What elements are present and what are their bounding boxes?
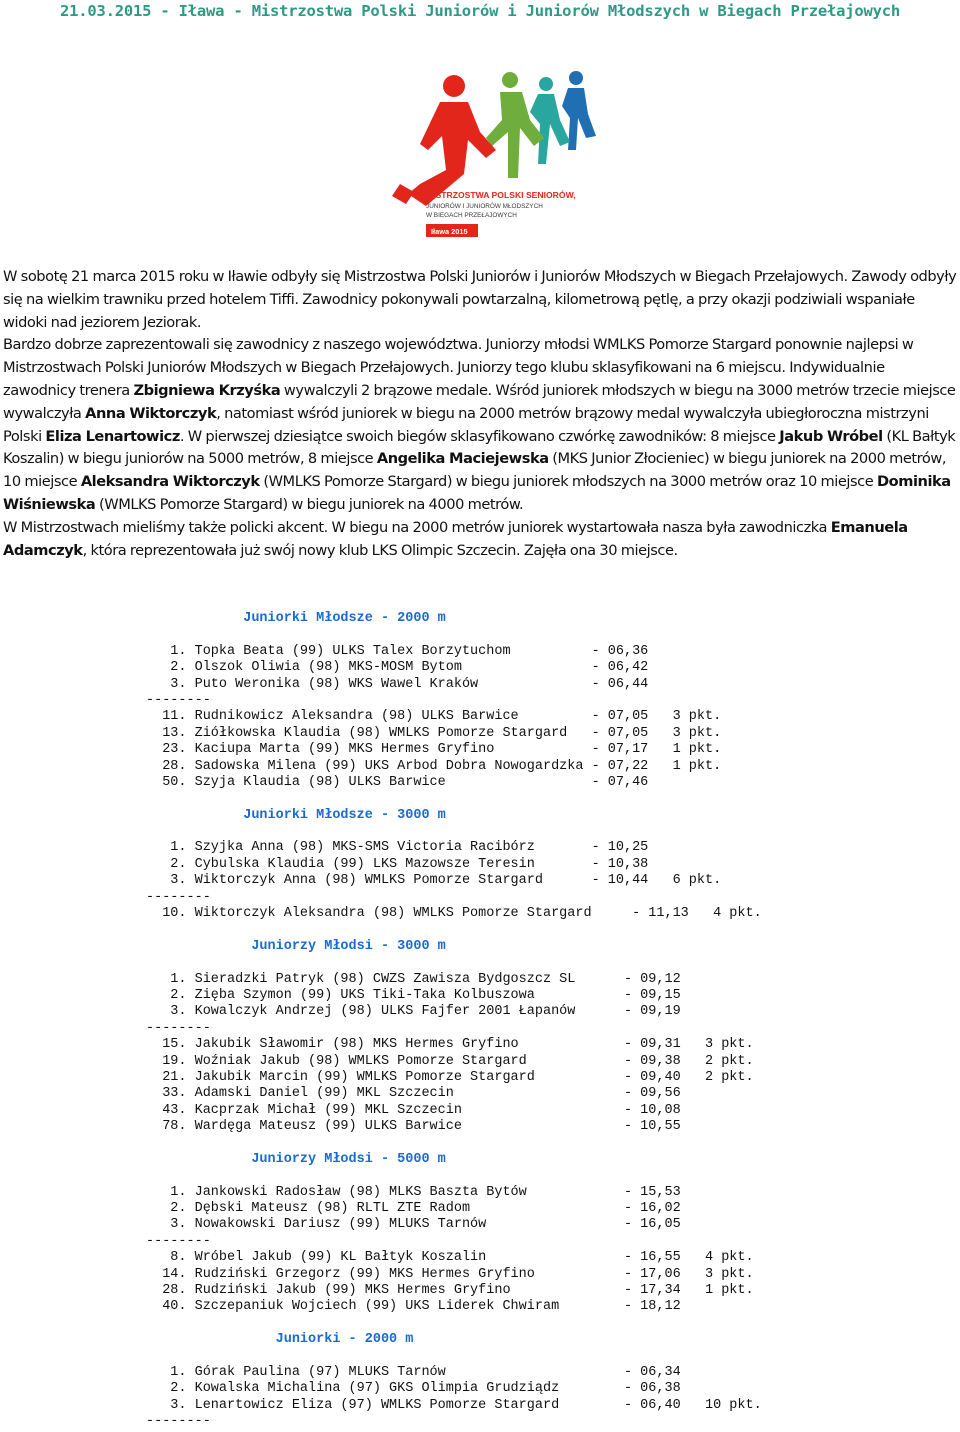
section-spacer — [146, 1316, 946, 1332]
results-separator: -------- — [146, 1233, 211, 1249]
results-row: 2. Cybulska Klaudia (99) LKS Mazowsze Teresin - 10,38 — [146, 856, 649, 872]
logo-line-3: W BIEGACH PRZEŁAJOWYCH — [426, 212, 517, 219]
text-run: wywalczyli 2 brązowe medale. Wśród juniorek młodszych w biegu na 3000 metrów trzecie miejsce wywalczyła — [3, 381, 956, 422]
section-spacer — [146, 955, 946, 971]
results-row: 78. Wardęga Mateusz (99) ULKS Barwice - 10,55 — [146, 1119, 681, 1135]
logo-line-1: MISTRZOSTWA POLSKI SENIORÓW, — [426, 190, 576, 200]
results-row: 3. Wiktorczyk Anna (98) WMLKS Pomorze Stargard - 10,44 6 pkt. — [146, 873, 722, 889]
results-row: 19. Woźniak Jakub (98) WMLKS Pomorze Stargard - 09,38 2 pkt. — [146, 1053, 754, 1069]
text-run: (MKS Junior Złocieniec) w biegu juniorek na 2000 metrów, 10 miejsce — [3, 450, 947, 491]
results-row: 8. Wróbel Jakub (99) KL Bałtyk Koszalin - 16,55 4 pkt. — [146, 1250, 754, 1266]
text-run: W sobotę 21 marca 2015 roku w Iławie odbyły się Mistrzostwa Polski Juniorów i Juniorów Młodszych w Biegach Przełajowych. Zawody odbyły się na wielkim trawniku przed hotelem Tiffi. Zawodnicy pokonywali powtarzalną, kilometrową pętlę, a przy okazji podziwiali wspaniałe widoki nad jeziorem Jeziorak. — [3, 268, 957, 331]
results-separator: -------- — [146, 1414, 211, 1430]
results-row: 1. Szyjka Anna (98) MKS-SMS Victoria Racibórz - 10,25 — [146, 840, 649, 856]
text-run: Bardzo dobrze zaprezentowali się zawodnicy z naszego województwa. Juniorzy młodsi WMLKS Pomorze Stargard ponownie najlepsi w Mistrzostwach Polski Juniorów Młodszych w Biegach Przełajowych. Juniorzy tego klubu sklasyfikowani na 6 miejscu. Indywidualnie zawodnicy trenera — [3, 336, 914, 399]
results-row: 13. Ziółkowska Klaudia (98) WMLKS Pomorze Stargard - 07,05 3 pkt. — [146, 725, 722, 741]
results-row: 21. Jakubik Marcin (99) WMLKS Pomorze Stargard - 09,40 2 pkt. — [146, 1069, 754, 1085]
results-row: 1. Jankowski Radosław (98) MLKS Baszta Bytów - 15,53 — [146, 1184, 681, 1200]
section-spacer — [146, 922, 946, 938]
championship-logo — [370, 66, 618, 246]
athlete-name: Emanuela Adamczyk — [3, 518, 908, 559]
text-run: W Mistrzostwach mieliśmy także policki akcent. W biegu na 2000 metrów juniorek wystartowała nasza była zawodniczka — [3, 518, 831, 536]
article-paragraph-police — [3, 517, 960, 563]
results-separator: -------- — [146, 692, 211, 708]
logo-line-2: JUNIORÓW I JUNIORÓW MŁODSZYCH — [426, 203, 543, 210]
results-row: 15. Jakubik Sławomir (98) MKS Hermes Gryfino - 09,31 3 pkt. — [146, 1037, 754, 1053]
article-paragraph-intro — [3, 266, 960, 334]
results-row: 10. Wiktorczyk Aleksandra (98) WMLKS Pomorze Stargard - 11,13 4 pkt. — [146, 906, 762, 922]
results-row: 2. Dębski Mateusz (98) RLTL ZTE Radom - 16,02 — [146, 1201, 681, 1217]
page-title: 21.03.2015 - Iława - Mistrzostwa Polski Juniorów i Juniorów Młodszych w Biegach Przełajowych — [59, 2, 901, 20]
text-run: . W pierwszej dziesiątce swoich biegów sklasyfikowano czwórkę zawodników: 8 miejsce — [179, 427, 780, 445]
text-run: (WMLKS Pomorze Stargard) w biegu juniorek młodszych na 3000 metrów oraz 10 miejsce — [259, 473, 877, 491]
results-section-title: Juniorki - 2000 m — [146, 1332, 414, 1348]
article-paragraph-results — [3, 334, 960, 516]
results-row: 40. Szczepaniuk Wojciech (99) UKS Liderek Chwiram - 18,12 — [146, 1299, 681, 1315]
text-run: , która reprezentowała już swój nowy klub LKS Olimpic Szczecin. Zajęła ona 30 miejsce. — [82, 541, 678, 559]
results-list — [146, 611, 946, 1431]
results-row: 3. Kowalczyk Andrzej (98) ULKS Fajfer 2001 Łapanów - 09,19 — [146, 1004, 681, 1020]
section-spacer — [146, 824, 946, 840]
results-row: 28. Sadowska Milena (99) UKS Arbod Dobra Nowogardzka - 07,22 1 pkt. — [146, 758, 722, 774]
results-row: 33. Adamski Daniel (99) MKL Szczecin - 09,56 — [146, 1086, 681, 1102]
athlete-name: Anna Wiktorczyk — [85, 404, 217, 422]
logo-badge-text: Iława 2015 — [431, 227, 468, 236]
athlete-name: Dominika Wiśniewska — [3, 473, 951, 513]
results-section-title: Juniorzy Młodsi - 5000 m — [146, 1151, 446, 1167]
results-row: 2. Olszok Oliwia (98) MKS-MOSM Bytom - 06,42 — [146, 660, 649, 676]
athlete-name: Angelika Maciejewska — [376, 450, 549, 468]
results-row: 43. Kacprzak Michał (99) MKL Szczecin - 10,08 — [146, 1102, 681, 1118]
results-row: 14. Rudziński Grzegorz (99) MKS Hermes Gryfino - 17,06 3 pkt. — [146, 1266, 754, 1282]
results-separator: -------- — [146, 889, 211, 905]
athlete-name: Jakub Wróbel — [779, 427, 883, 445]
results-section-title: Juniorki Młodsze - 2000 m — [146, 611, 446, 626]
results-row: 1. Sieradzki Patryk (98) CWZS Zawisza Bydgoszcz SL - 09,12 — [146, 971, 681, 987]
results-row: 3. Nowakowski Dariusz (99) MLUKS Tarnów - 16,05 — [146, 1217, 681, 1233]
section-spacer — [146, 1349, 946, 1365]
results-row: 1. Górak Paulina (97) MLUKS Tarnów - 06,34 — [146, 1364, 681, 1380]
results-section-title: Juniorki Młodsze - 3000 m — [146, 807, 446, 823]
results-row: 2. Zięba Szymon (99) UKS Tiki-Taka Kolbuszowa - 09,15 — [146, 987, 681, 1003]
athlete-name: Eliza Lenartowicz — [45, 427, 180, 445]
results-row: 23. Kaciupa Marta (99) MKS Hermes Gryfino - 07,17 1 pkt. — [146, 742, 722, 758]
section-spacer — [146, 1136, 946, 1152]
results-separator: -------- — [146, 1020, 211, 1036]
results-row: 2. Kowalska Michalina (97) GKS Olimpia Grudziądz - 06,38 — [146, 1381, 681, 1397]
results-row: 28. Rudziński Jakub (99) MKS Hermes Gryfino - 17,34 1 pkt. — [146, 1283, 754, 1299]
results-row: 3. Lenartowicz Eliza (97) WMLKS Pomorze Stargard - 06,40 10 pkt. — [146, 1397, 762, 1413]
runners-graphic — [392, 71, 596, 206]
athlete-name: Zbigniewa Krzyśka — [133, 381, 281, 399]
section-spacer — [146, 1168, 946, 1184]
results-row: 50. Szyja Klaudia (98) ULKS Barwice - 07,46 — [146, 774, 649, 790]
results-section-title: Juniorzy Młodsi - 3000 m — [146, 938, 446, 954]
section-spacer — [146, 791, 946, 807]
text-run: (WMLKS Pomorze Stargard) w biegu juniorek na 4000 metrów. — [95, 495, 524, 513]
results-row: 11. Rudnikowicz Aleksandra (98) ULKS Barwice - 07,05 3 pkt. — [146, 709, 722, 725]
results-row: 3. Puto Weronika (98) WKS Wawel Kraków - 06,44 — [146, 676, 649, 692]
athlete-name: Aleksandra Wiktorczyk — [80, 473, 260, 491]
section-spacer — [146, 627, 946, 643]
results-row: 1. Topka Beata (99) ULKS Talex Borzytuchom - 06,36 — [146, 643, 649, 659]
text-run: , natomiast wśród juniorek w biegu na 2000 metrów brązowy medal wywalczyła ubiegłoroczna mistrzyni Polski — [3, 404, 929, 445]
article-body — [3, 266, 960, 562]
text-run: (KL Bałtyk Koszalin) w biegu juniorów na 5000 metrów, 8 miejsce — [3, 427, 956, 468]
